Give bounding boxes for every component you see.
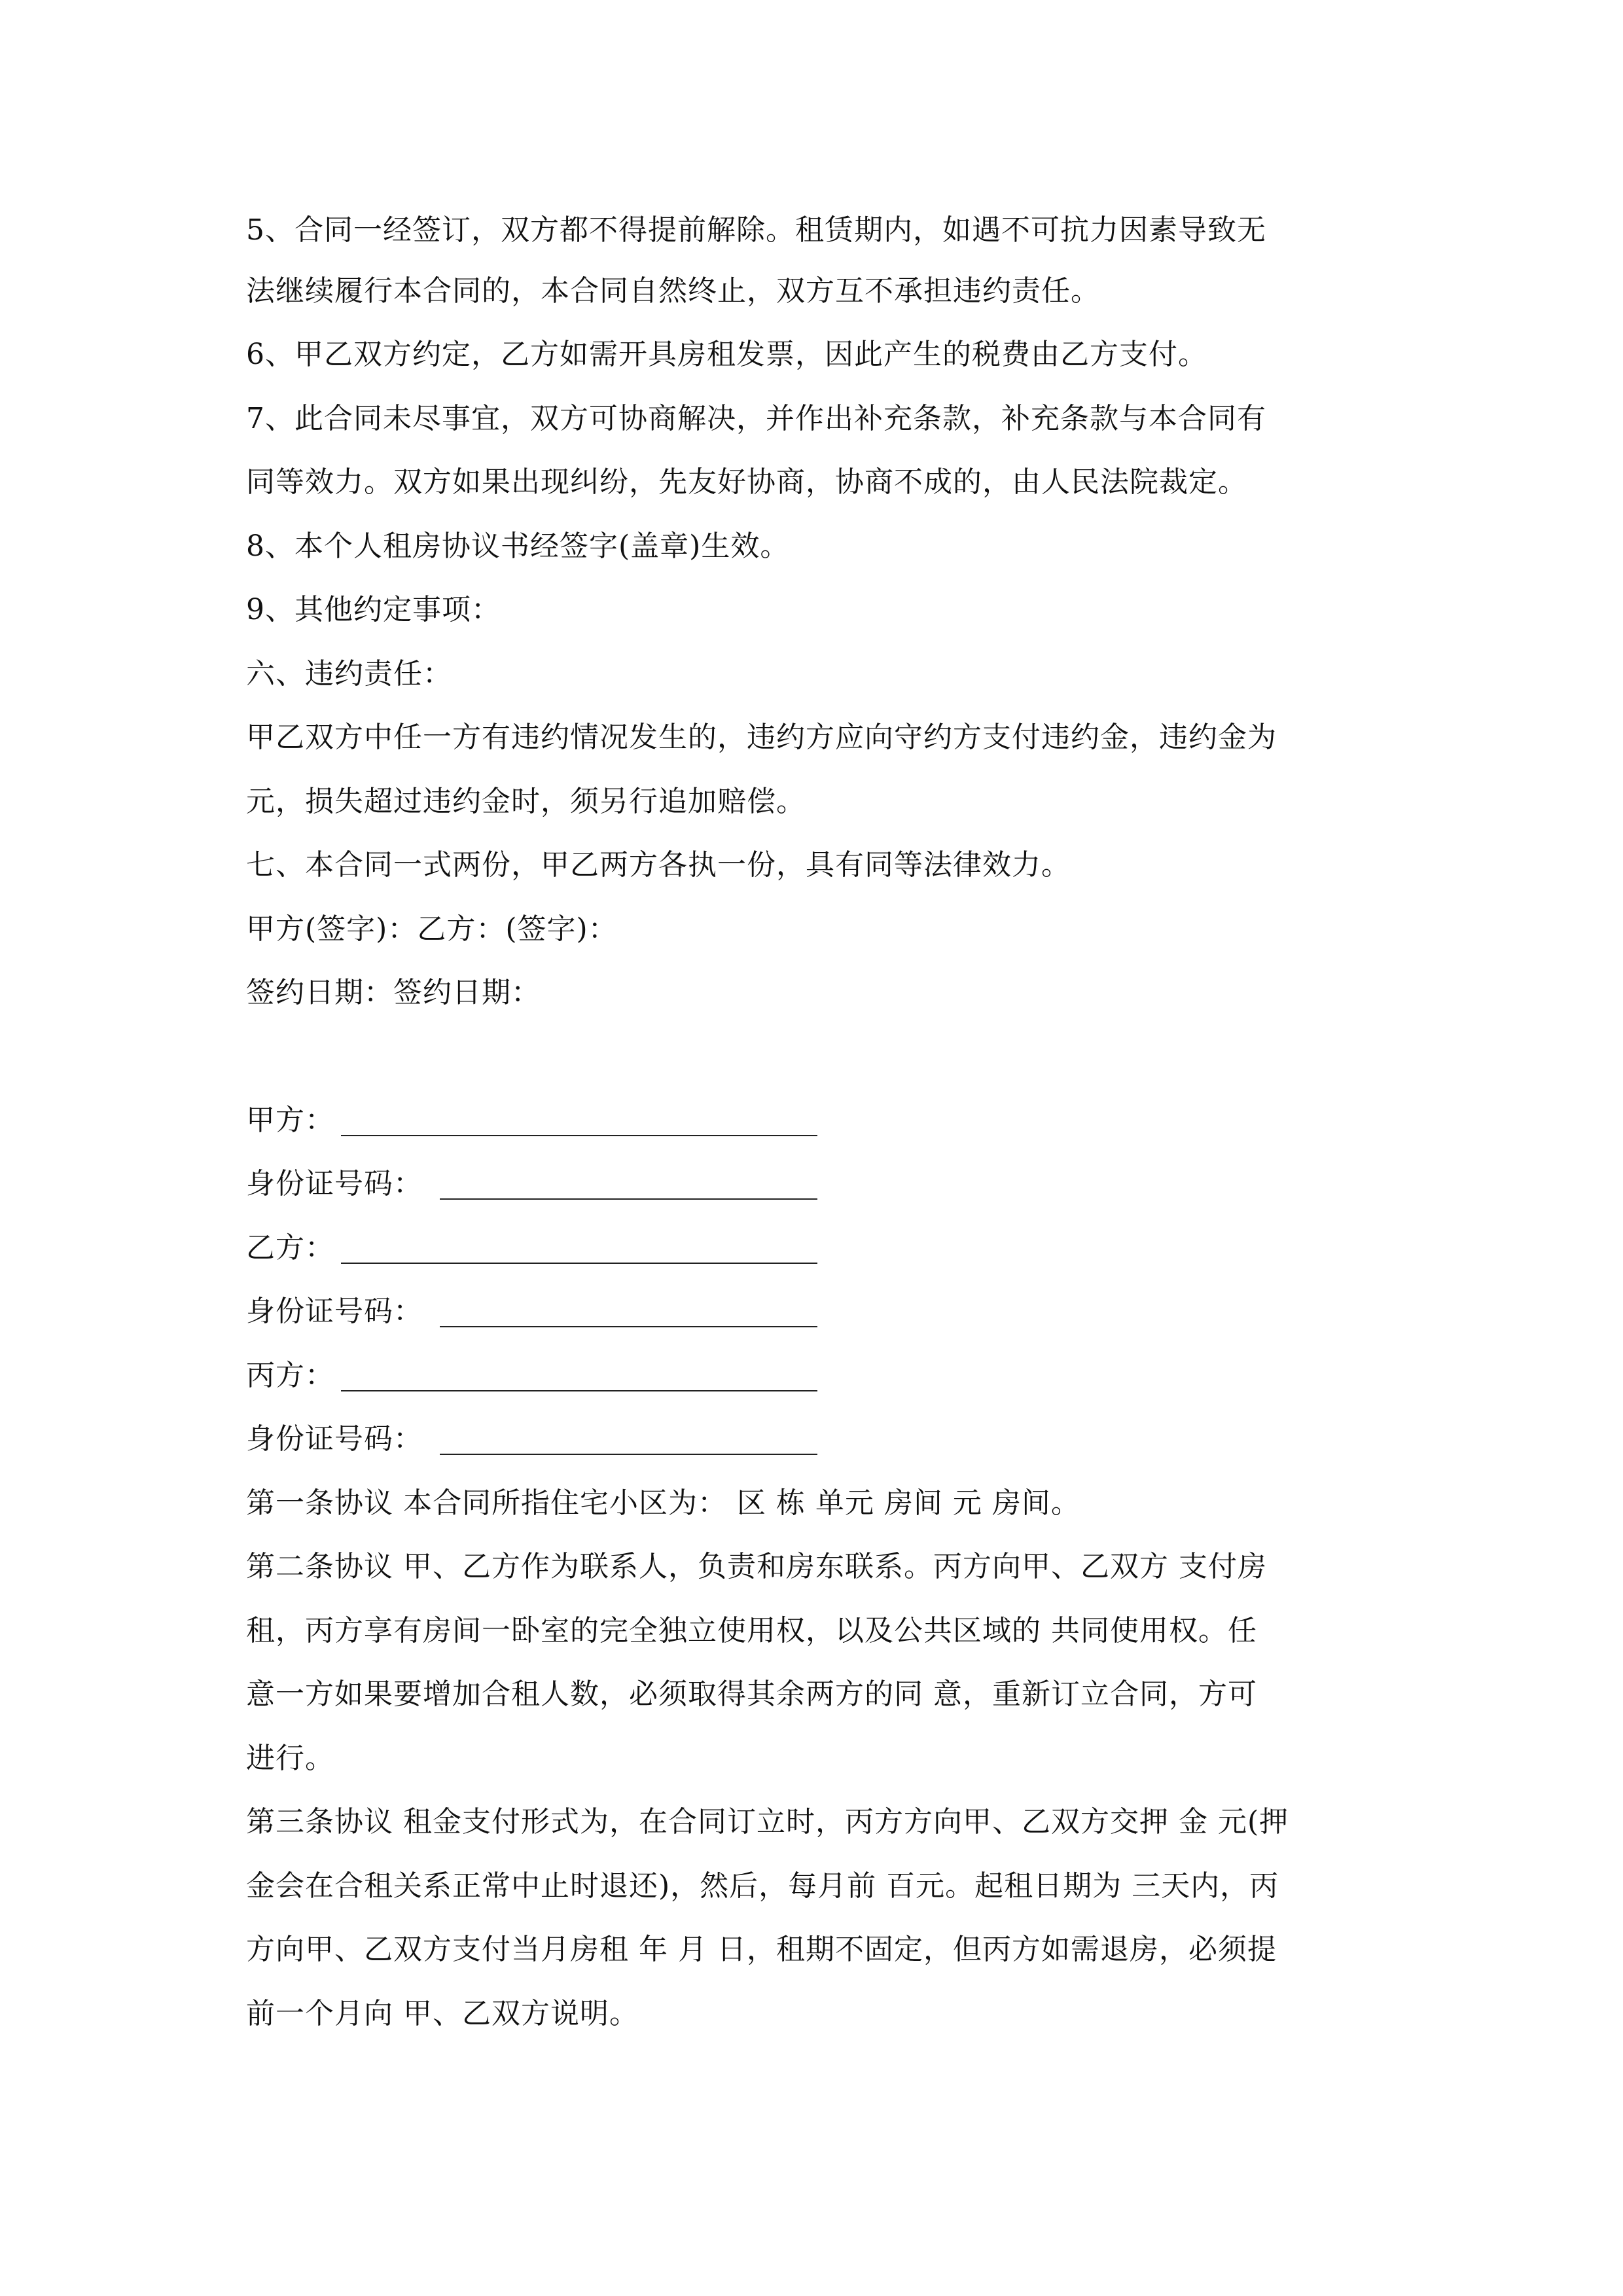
article-3-line-1: 第三条协议 租金支付形式为，在合同订立时，丙方方向甲、乙双方交押 金 元(押 (246, 1805, 1289, 1839)
party-a-id-field (246, 1164, 423, 1204)
clause-6: 6、甲乙双方约定，乙方如需开具房租发票，因此产生的税费由乙方支付。 (246, 338, 1207, 371)
party-c-label: 丙方： (246, 1359, 334, 1392)
clause-8: 8、本个人租房协议书经签字(盖章)生效。 (246, 529, 790, 563)
party-b-id-blank[interactable] (440, 1326, 817, 1327)
article-2-line-1: 第二条协议 甲、乙方作为联系人，负责和房东联系。丙方向甲、乙双方 支付房 (246, 1550, 1267, 1583)
article-1: 第一条协议 本合同所指住宅小区为： 区 栋 单元 房间 元 房间。 (246, 1486, 1080, 1520)
party-a-field (246, 1101, 334, 1140)
party-a-id-label: 身份证号码： (246, 1167, 423, 1200)
party-a-label: 甲方： (246, 1103, 334, 1137)
article-3-line-2: 金会在合租关系正常中止时退还)，然后，每月前 百元。起租日期为 三天内，丙 (246, 1869, 1279, 1903)
party-signature-line: 甲方(签字)：乙方：(签字)： (246, 912, 618, 946)
party-b-blank[interactable] (341, 1263, 817, 1264)
party-b-id-field (246, 1292, 423, 1331)
party-c-id-field (246, 1420, 423, 1459)
article-3-line-4: 前一个月向 甲、乙双方说明。 (246, 1997, 639, 2030)
clause-7-line-1: 7、此合同未尽事宜，双方可协商解决，并作出补充条款，补充条款与本合同有 (246, 402, 1266, 435)
party-c-id-label: 身份证号码： (246, 1422, 423, 1456)
section-6-heading: 六、违约责任： (246, 657, 452, 691)
article-3-line-3: 方向甲、乙双方支付当月房租 年 月 日，租期不固定，但丙方如需退房，必须提 (246, 1933, 1277, 1966)
clause-5-line-2: 法继续履行本合同的，本合同自然终止，双方互不承担违约责任。 (246, 274, 1100, 308)
signing-date-line: 签约日期：签约日期： (246, 976, 541, 1009)
party-c-blank[interactable] (341, 1390, 817, 1391)
breach-line-2: 元，损失超过违约金时，须另行追加赔偿。 (246, 785, 806, 818)
article-2-line-4: 进行。 (246, 1742, 334, 1775)
clause-9: 9、其他约定事项： (246, 593, 501, 626)
article-2-line-3: 意一方如果要增加合租人数，必须取得其余两方的同 意，重新订立合同，方可 (246, 1677, 1257, 1711)
party-b-id-label: 身份证号码： (246, 1295, 423, 1328)
breach-line-1: 甲乙双方中任一方有违约情况发生的，违约方应向守约方支付违约金，违约金为 (246, 721, 1277, 754)
party-a-id-blank[interactable] (440, 1198, 817, 1200)
party-c-id-blank[interactable] (440, 1454, 817, 1455)
party-b-field (246, 1229, 334, 1268)
section-7: 七、本合同一式两份，甲乙两方各执一份，具有同等法律效力。 (246, 848, 1071, 882)
party-a-blank[interactable] (341, 1135, 817, 1136)
party-c-field (246, 1356, 334, 1395)
party-b-label: 乙方： (246, 1231, 334, 1265)
clause-5-line-1: 5、合同一经签订，双方都不得提前解除。租赁期内，如遇不可抗力因素导致无 (246, 213, 1266, 247)
clause-7-line-2: 同等效力。双方如果出现纠纷，先友好协商，协商不成的，由人民法院裁定。 (246, 465, 1247, 499)
article-2-line-2: 租，丙方享有房间一卧室的完全独立使用权，以及公共区域的 共同使用权。任 (246, 1614, 1257, 1647)
